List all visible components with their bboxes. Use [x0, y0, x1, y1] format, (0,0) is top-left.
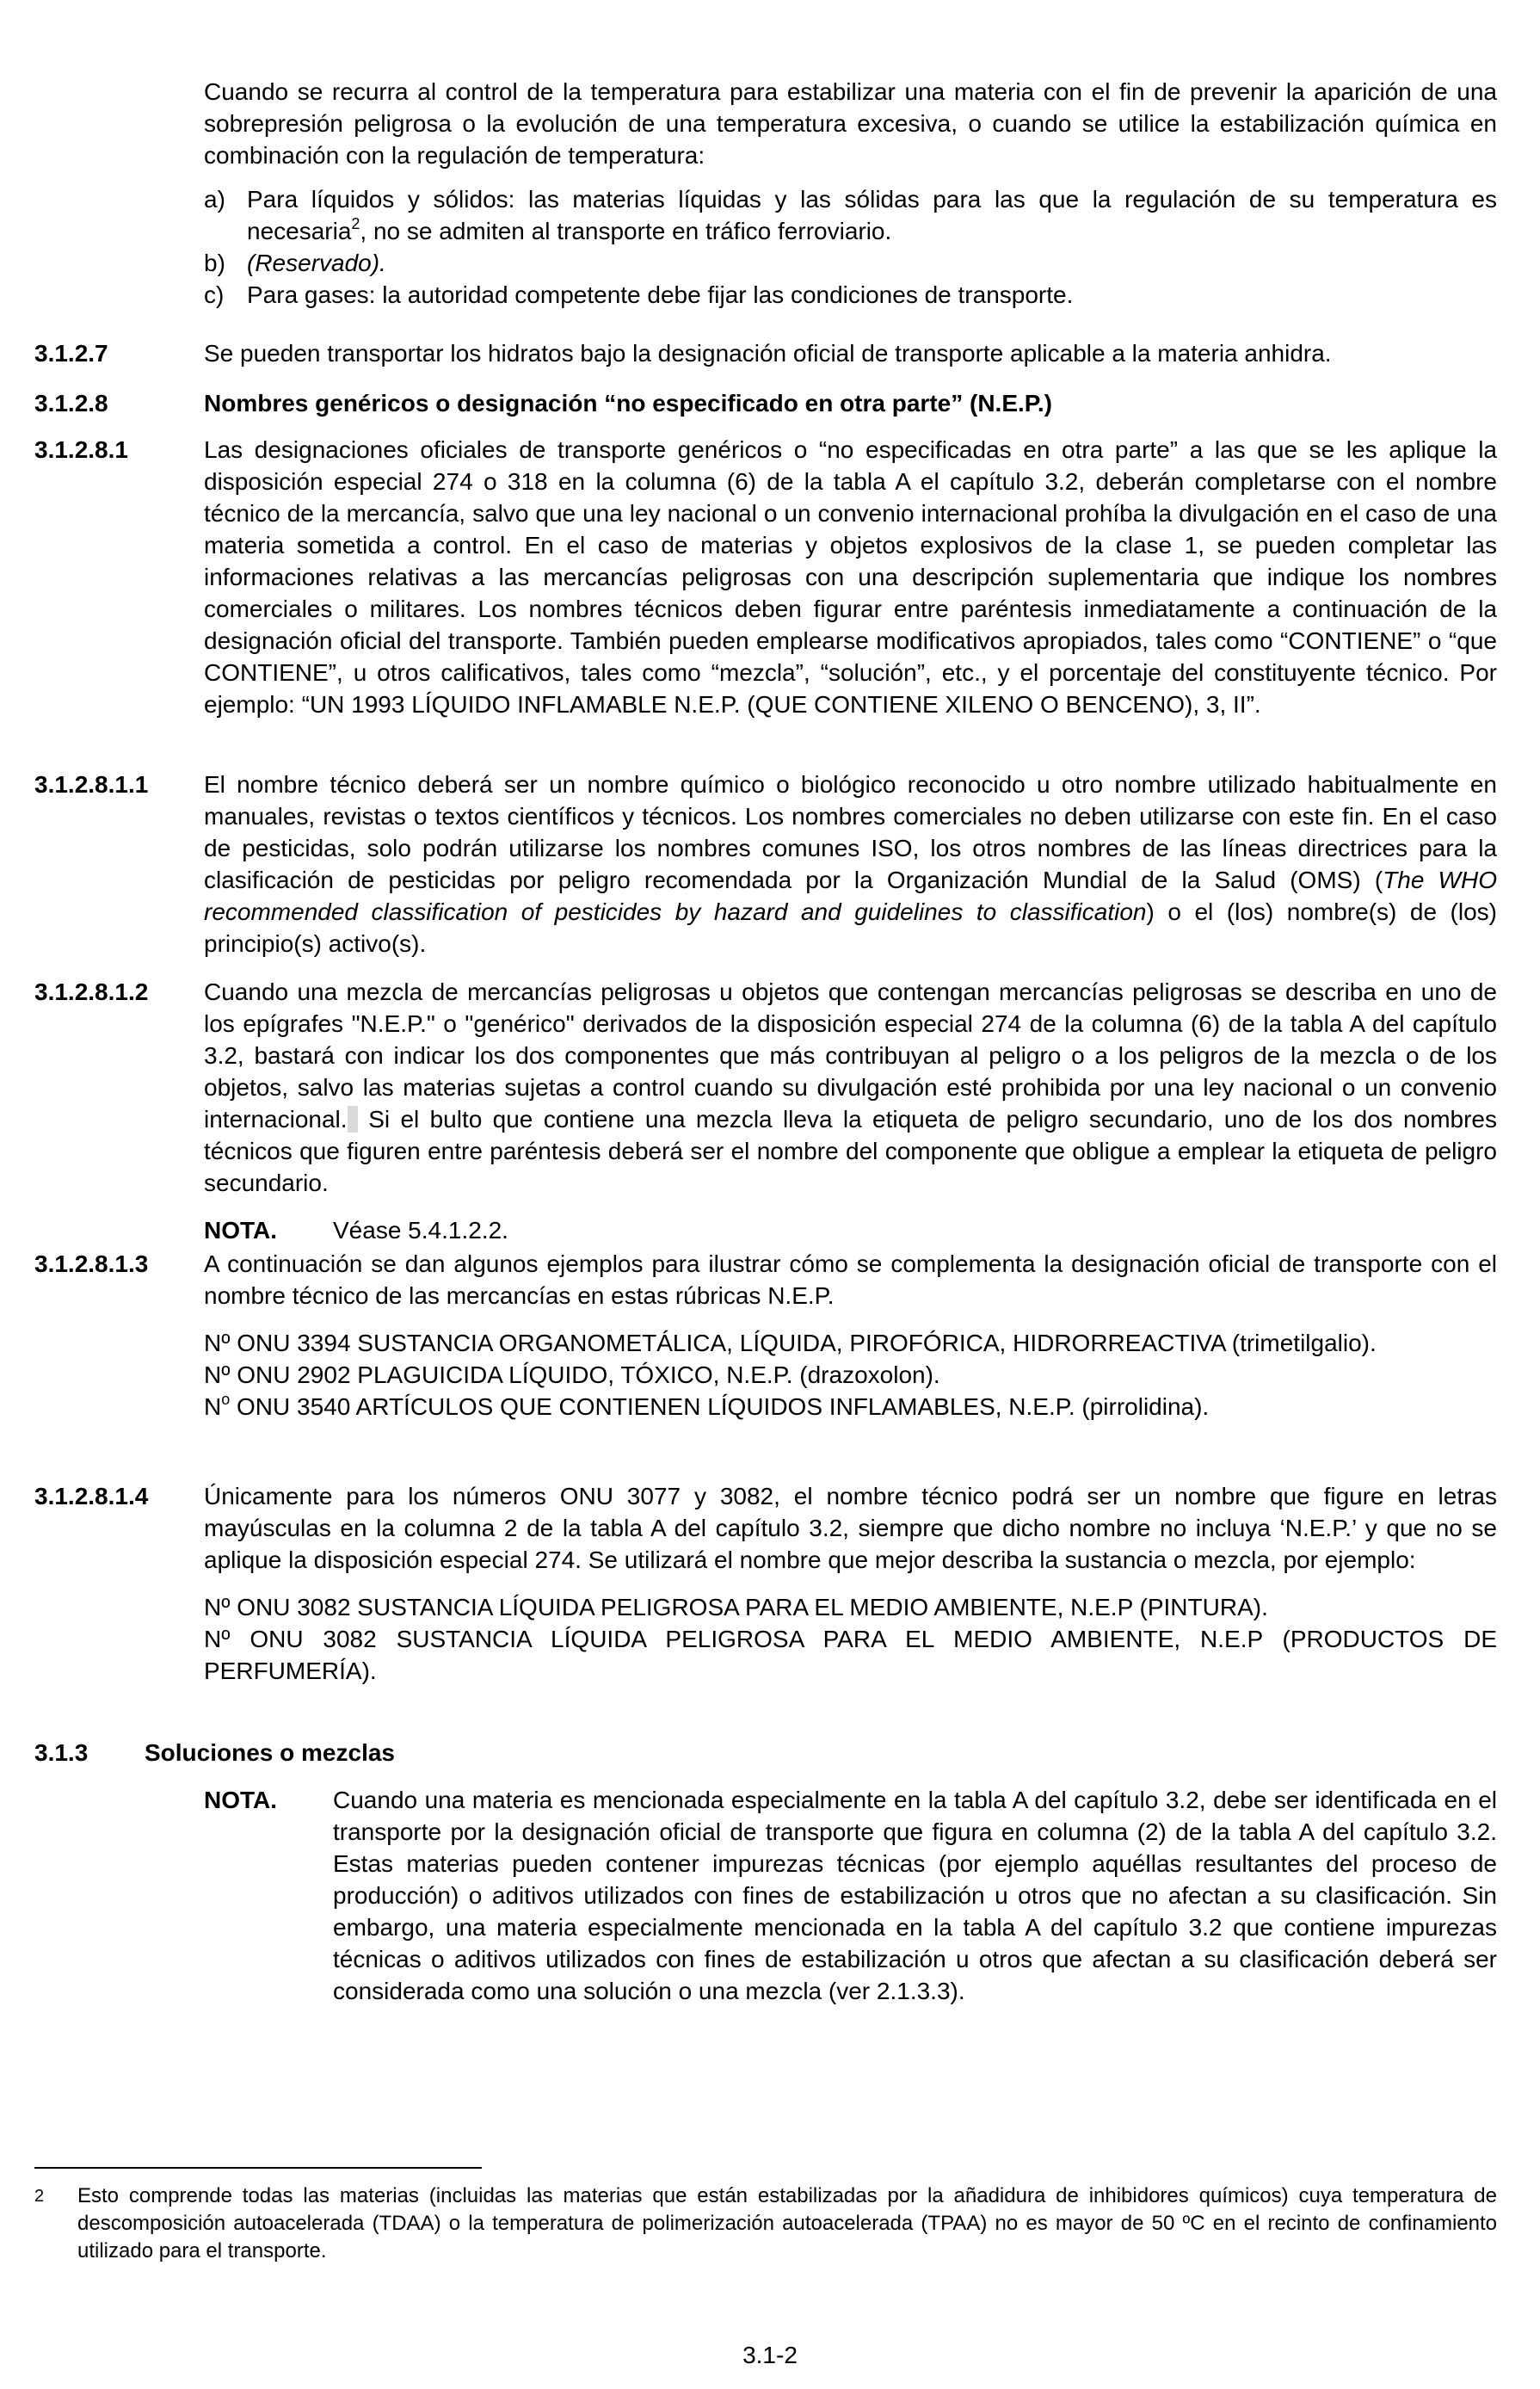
section-3128 [34, 387, 1497, 419]
section-text: A continuación se dan algunos ejemplos para ilustrar cómo se complementa la designación oficial de transporte con el nombre técnico de las mercancías en estas rúbricas N.E.P. [204, 1250, 1497, 1309]
section-number: 3.1.2.8.1.1 [34, 771, 149, 798]
italic-title: The WHO recommended classification of pesticides by hazard and guidelines to classification [204, 867, 1497, 925]
example-item: Nº ONU 3082 SUSTANCIA LÍQUIDA PELIGROSA PARA EL MEDIO AMBIENTE, N.E.P (PRODUCTOS DE PERFUMERÍA). [204, 1626, 1497, 1684]
section-number: 3.1.2.8.1.3 [34, 1250, 149, 1277]
nota-text: Véase 5.4.1.2.2. [333, 1217, 508, 1244]
section-number: 3.1.2.8 [34, 390, 108, 417]
section-number: 3.1.3 [34, 1739, 89, 1766]
example-item: Nº ONU 3394 SUSTANCIA ORGANOMETÁLICA, LÍQUIDA, PIROFÓRICA, HIDRORREACTIVA (trimetilgalio). [204, 1330, 1377, 1356]
footnote-ref[interactable]: 2 [351, 214, 360, 232]
examples-list [204, 1591, 1497, 1687]
section-3127 [34, 337, 1497, 369]
list-item-label: b) [204, 250, 225, 276]
list-item-text: Para líquidos y sólidos: las materias líquidas y las sólidas para las que la regulación de su temperatura es necesaria [247, 186, 1497, 244]
intro-section [34, 76, 1497, 311]
text-run: Cuando una mezcla de mercancías peligrosas u objetos que contengan mercancías peligrosas se describa en uno de los epígrafes "N.E.P." o "genérico" derivados de la disposición especial 274 de la columna (6) de la tabla A del capítulo 3.2, bastará con indicar los dos componentes que más contribuyan al peligro o a los peligros de la mezcla o de los objetos, salvo las materias sujetas a control cuando su divulgación esté prohibida por una ley nacional o un convenio internacional. [204, 978, 1497, 1133]
nota-3128112 [204, 1214, 1497, 1246]
intro-paragraph: Cuando se recurra al control de la temperatura para estabilizar una materia con el fin de prevenir la aparición de una sobrepresión peligrosa o la evolución de una temperatura excesiva, o cuando se utilice la estabilización química en combinación con la regulación de temperatura: [204, 78, 1497, 169]
section-313 [34, 1737, 1497, 2007]
section-text: Se pueden transportar los hidratos bajo la designación oficial de transporte aplicable a la materia anhidra. [204, 340, 1332, 367]
text-run: Si el bulto que contiene una mezcla lleva la etiqueta de peligro secundario, uno de los dos nombres técnicos que figuren entre paréntesis deberá ser el nombre del componente que obligue a emplear la etiqueta de peligro secundario. [204, 1106, 1497, 1196]
intro-list [204, 183, 1497, 311]
nota-label: NOTA. [204, 1217, 278, 1244]
section-312814 [34, 1480, 1497, 1687]
example-item: Nº ONU 2902 PLAGUICIDA LÍQUIDO, TÓXICO, N.E.P. (drazoxolon). [204, 1361, 940, 1388]
section-text [204, 976, 1497, 1199]
nota-text: Cuando una materia es mencionada especialmente en la tabla A del capítulo 3.2, debe ser identificada en el transporte por la designación oficial de transporte que figura en columna (2) de la tabla A del capítulo 3.2. Estas materias pueden contener impurezas técnicas (por ejemplo aquéllas resultantes del proceso de producción) o aditivos utilizados con fines de estabilización u otros que no afectan a su clasificación. Sin embargo, una materia especialmente mencionada en la tabla A del capítulo 3.2 que contiene impurezas técnicas o aditivos utilizados con fines de estabilización u otros que afectan a su clasificación deberá ser considerada como una solución o una mezcla (ver 2.1.3.3). [333, 1787, 1497, 2004]
section-title: Soluciones o mezclas [145, 1739, 395, 1766]
list-item-label: a) [204, 186, 225, 213]
section-312812 [34, 976, 1497, 1246]
list-item-text: Para gases: la autoridad competente debe fijar las condiciones de transporte. [247, 281, 1074, 308]
list-item-text: , no se admiten al transporte en tráfico ferroviario. [360, 218, 892, 244]
superscript: o [221, 1390, 231, 1408]
nota-label: NOTA. [204, 1787, 278, 1813]
list-item-a [204, 183, 1497, 247]
selection-highlight [348, 1106, 358, 1133]
page-number: 3.1-2 [742, 2342, 798, 2368]
section-number: 3.1.2.8.1.2 [34, 978, 149, 1005]
list-item-label: c) [204, 281, 225, 308]
section-text: Las designaciones oficiales de transporte genéricos o “no especificadas en otra parte” a las que se les aplique la disposición especial 274 o 318 en la columna (6) de la tabla A el capítulo 3.2, deberán completarse con el nombre técnico de la mercancía, salvo que una ley nacional o un convenio internacional prohíba la divulgación en el caso de una materia sometida a control. En el caso de materias y objetos explosivos de la clase 1, se pueden completar las informaciones relativas a las mercancías peligrosas con una descripción suplementaria que indique los nombres comerciales o militares. Los nombres técnicos deben figurar entre paréntesis inmediatamente a continuación de la designación oficial del transporte. También pueden emplearse modificativos apropiados, tales como “CONTIENE” o “que CONTIENE”, u otros calificativos, tales como “mezcla”, “solución”, etc., y el porcentaje del constituyente técnico. Por ejemplo: “UN 1993 LÍQUIDO INFLAMABLE N.E.P. (QUE CONTIENE XILENO O BENCENO), 3, II”. [204, 436, 1497, 718]
list-item-c [204, 279, 1497, 311]
section-312813 [34, 1248, 1497, 1423]
footnote-text: Esto comprende todas las materias (incluidas las materias que están estabilizadas por la añadidura de inhibidores químicos) cuya temperatura de descomposición autoacelerada (TDAA) o la temperatura de polimerización autoacelerada (TPAA) no es mayor de 50 ºC en el recinto de confinamiento utilizado para el transporte. [77, 2184, 1497, 2262]
text-run: N [204, 1393, 222, 1420]
example-item [204, 1391, 1497, 1423]
section-number: 3.1.2.8.1.4 [34, 1483, 149, 1509]
footnote [34, 2182, 1497, 2265]
example-item: Nº ONU 3082 SUSTANCIA LÍQUIDA PELIGROSA PARA EL MEDIO AMBIENTE, N.E.P (PINTURA). [204, 1594, 1268, 1620]
section-title: Nombres genéricos o designación “no especificado en otra parte” (N.E.P.) [204, 390, 1052, 417]
examples-list [204, 1327, 1497, 1423]
footnote-separator [34, 2167, 482, 2169]
section-text: Únicamente para los números ONU 3077 y 3082, el nombre técnico podrá ser un nombre que figure en letras mayúsculas en la columna 2 de la tabla A del capítulo 3.2, siempre que dicho nombre no incluya ‘N.E.P.’ y que no se aplique la disposición especial 274. Se utilizará el nombre que mejor describa la sustancia o mezcla, por ejemplo: [204, 1483, 1497, 1573]
section-text [204, 769, 1497, 960]
footnote-mark: 2 [34, 2187, 45, 2206]
text-run: ONU 3540 ARTÍCULOS QUE CONTIENEN LÍQUIDOS INFLAMABLES, N.E.P. (pirrolidina). [230, 1393, 1210, 1420]
section-312811 [34, 769, 1497, 960]
section-number: 3.1.2.8.1 [34, 436, 128, 463]
section-31281 [34, 434, 1497, 720]
nota-313 [204, 1784, 1497, 2007]
list-item-text: (Reservado). [247, 250, 386, 276]
text-run: ) o el (los) nombre(s) de (los) principio(s) activo(s). [204, 898, 1498, 957]
section-number: 3.1.2.7 [34, 340, 108, 367]
text-run: El nombre técnico deberá ser un nombre químico o biológico reconocido u otro nombre utilizado habitualmente en manuales, revistas o textos científicos y técnicos. Los nombres comerciales no deben utilizarse con este fin. En el caso de pesticidas, solo podrán utilizarse los nombres comunes ISO, los otros nombres de las líneas directrices para la clasificación de pesticidas por peligro recomendada por la Organización Mundial de la Salud (OMS) ( [204, 771, 1497, 893]
list-item-b [204, 247, 1497, 279]
